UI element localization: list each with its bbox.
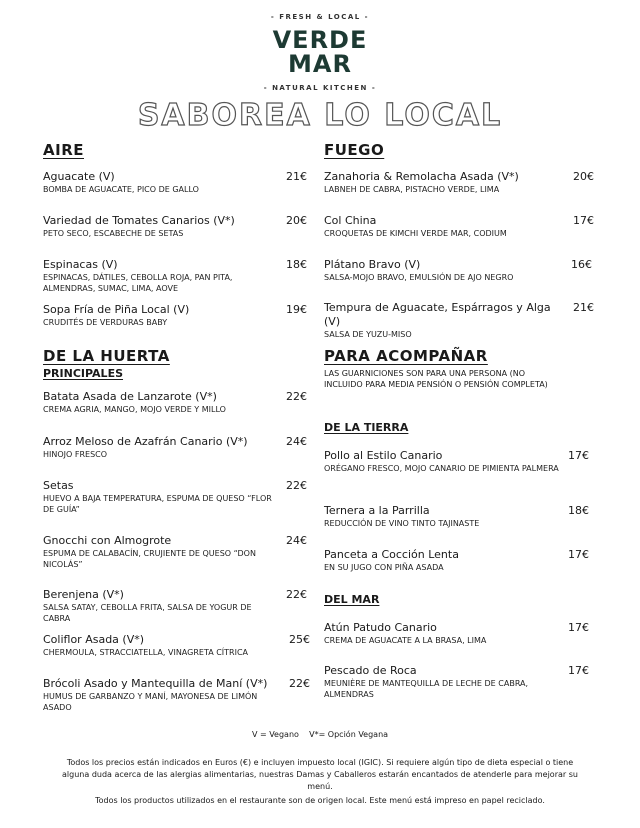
menu-item-tempura	[324, 301, 569, 340]
item-description: CRUDITÉS DE VERDURAS BABY	[43, 318, 168, 327]
diet-legend: V = Vegano V*= Opción Vegana	[251, 730, 389, 739]
item-name: Plátano Bravo (V)	[324, 258, 421, 271]
footer-local-note: Todos los productos utilizados en el restaurante son de origen local. Este menú está impreso en papel reciclado.	[95, 796, 545, 805]
item-name: Setas	[43, 479, 74, 492]
item-name: Col China	[324, 214, 377, 227]
item-name: Tempura de Aguacate, Espárragos y Alga (V)	[324, 301, 551, 328]
hero-title: SABOREA LO LOCAL	[137, 98, 503, 133]
item-description: HUEVO A BAJA TEMPERATURA, ESPUMA DE QUESO “FLOR DE GUÍA”	[43, 494, 272, 514]
item-name: Zanahoria & Remolacha Asada (V*)	[324, 170, 519, 183]
item-price: 22€	[289, 677, 310, 690]
menu-item-berenjena	[43, 588, 273, 624]
item-price: 17€	[568, 548, 589, 561]
item-description: ESPINACAS, DÁTILES, CEBOLLA ROJA, PAN PITA, ALMENDRAS, SUMAC, LIMA, AOVE	[43, 273, 233, 293]
item-description: ORÉGANO FRESCO, MOJO CANARIO DE PIMIENTA PALMERA	[324, 464, 559, 473]
item-name: Pescado de Roca	[324, 664, 417, 677]
menu-item-gnocchi	[43, 534, 273, 570]
item-description: CROQUETAS DE KIMCHI VERDE MAR, CODIUM	[324, 229, 507, 238]
menu-item-sopa	[43, 303, 273, 328]
item-price: 20€	[573, 170, 594, 183]
footer-prices-note: Todos los precios están indicados en Euros (€) e incluyen impuesto local (IGIC). Si requiere algún tipo de dieta especial o tiene alguna duda acerca de las alergias alimentarias, nuestras Damas y Caballeros estarán encantados de atenderle para mejorar su menú.	[62, 758, 578, 791]
menu-item-pollo	[324, 449, 564, 474]
item-name: Panceta a Cocción Lenta	[324, 548, 459, 561]
item-name: Ternera a la Parrilla	[324, 504, 430, 517]
item-name: Variedad de Tomates Canarios (V*)	[43, 214, 235, 227]
item-description: BOMBA DE AGUACATE, PICO DE GALLO	[43, 185, 199, 194]
item-description: CREMA DE AGUACATE A LA BRASA, LIMA	[324, 636, 487, 645]
item-price: 19€	[286, 303, 307, 316]
menu-item-coliflor	[43, 633, 273, 658]
menu-item-aguacate	[43, 170, 263, 195]
item-name: Sopa Fría de Piña Local (V)	[43, 303, 190, 316]
item-price: 25€	[289, 633, 310, 646]
item-name: Coliflor Asada (V*)	[43, 633, 145, 646]
item-name: Brócoli Asado y Mantequilla de Maní (V*)	[43, 677, 268, 690]
item-description: CHERMOULA, STRACCIATELLA, VINAGRETA CÍTRICA	[43, 648, 249, 657]
menu-item-arroz	[43, 435, 273, 460]
menu-item-pescado	[324, 664, 534, 700]
item-name: Batata Asada de Lanzarote (V*)	[43, 390, 217, 403]
section-mar-title: DEL MAR	[324, 593, 380, 606]
item-price: 21€	[286, 170, 307, 183]
item-name: Gnocchi con Almogrote	[43, 534, 172, 547]
item-description: ESPUMA DE CALABACÍN, CRUJIENTE DE QUESO “DON NICOLÁS”	[43, 549, 256, 569]
item-price: 16€	[571, 258, 592, 271]
item-price: 22€	[286, 588, 307, 601]
item-price: 18€	[568, 504, 589, 517]
item-price: 17€	[573, 214, 594, 227]
tagline-bottom: - NATURAL KITCHEN -	[263, 84, 377, 92]
item-description: PETO SECO, ESCABECHE DE SETAS	[43, 229, 184, 238]
menu-item-zanahoria	[324, 170, 564, 195]
menu-item-ternera	[324, 504, 564, 529]
tagline-top: - FRESH & LOCAL -	[270, 13, 370, 21]
item-price: 22€	[286, 479, 307, 492]
item-name: Atún Patudo Canario	[324, 621, 437, 634]
menu-item-batata	[43, 390, 273, 415]
item-price: 21€	[573, 301, 594, 314]
menu-item-espinacas	[43, 258, 273, 294]
item-description: HINOJO FRESCO	[43, 450, 108, 459]
item-price: 17€	[568, 621, 589, 634]
menu-item-col-china	[324, 214, 564, 239]
item-description: HUMUS DE GARBANZO Y MANÍ, MAYONESA DE LIMÓN ASADO	[43, 692, 258, 712]
item-description: SALSA SATAY, CEBOLLA FRITA, SALSA DE YOGUR DE CABRA	[43, 603, 252, 623]
item-price: 17€	[568, 449, 589, 462]
item-description: EN SU JUGO CON PIÑA ASADA	[324, 563, 444, 572]
item-price: 22€	[286, 390, 307, 403]
brand-line-2: MAR	[288, 50, 352, 78]
item-price: 24€	[286, 534, 307, 547]
garnish-note: LAS GUARNICIONES SON PARA UNA PERSONA (NO INCLUIDO PARA MEDIA PENSIÓN O PENSIÓN COMPLETA)	[324, 369, 548, 389]
section-huerta-subtitle: PRINCIPALES	[43, 367, 124, 380]
menu-item-panceta	[324, 548, 564, 573]
item-name: Berenjena (V*)	[43, 588, 124, 601]
section-aire-title: AIRE	[43, 141, 84, 159]
section-fuego-title: FUEGO	[324, 141, 385, 159]
item-description: SALSA DE YUZU-MISO	[324, 330, 412, 339]
item-price: 18€	[286, 258, 307, 271]
menu-item-brocoli	[43, 677, 283, 713]
item-price: 20€	[286, 214, 307, 227]
item-description: SALSA-MOJO BRAVO, EMULSIÓN DE AJO NEGRO	[324, 273, 514, 282]
section-acompanar-title: PARA ACOMPAÑAR	[324, 347, 488, 365]
section-huerta-title: DE LA HUERTA	[43, 347, 170, 365]
item-description: MEUNIÈRE DE MANTEQUILLA DE LECHE DE CABRA, ALMENDRAS	[324, 679, 529, 699]
item-name: Espinacas (V)	[43, 258, 118, 271]
item-description: CREMA AGRIA, MANGO, MOJO VERDE Y MILLO	[43, 405, 226, 414]
item-description: REDUCCIÓN DE VINO TINTO TAJINASTE	[324, 519, 480, 528]
item-description: LABNEH DE CABRA, PISTACHO VERDE, LIMA	[324, 185, 500, 194]
item-price: 17€	[568, 664, 589, 677]
menu-item-atun	[324, 621, 564, 646]
item-name: Aguacate (V)	[43, 170, 115, 183]
item-price: 24€	[286, 435, 307, 448]
menu-item-tomates	[43, 214, 273, 239]
section-tierra-title: DE LA TIERRA	[324, 421, 409, 434]
menu-item-platano	[324, 258, 564, 283]
menu-item-setas	[43, 479, 273, 515]
item-name: Arroz Meloso de Azafrán Canario (V*)	[43, 435, 248, 448]
item-name: Pollo al Estilo Canario	[324, 449, 443, 462]
brand-line-1: VERDE	[272, 26, 368, 54]
